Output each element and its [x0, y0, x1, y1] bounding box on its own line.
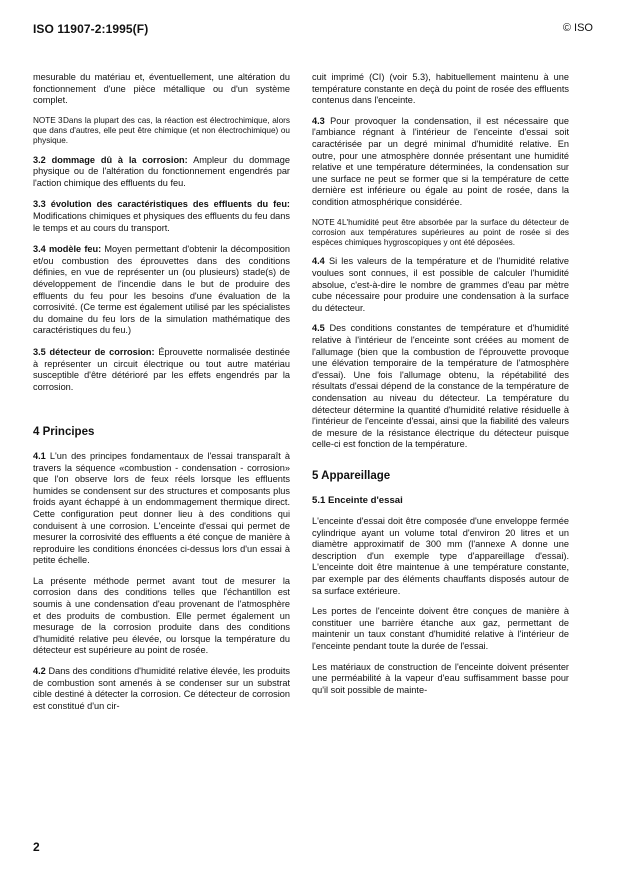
note-label: NOTE 3 — [33, 115, 63, 125]
definition-term: détecteur de corrosion: — [49, 346, 155, 357]
paragraph-4-3 — [312, 116, 569, 209]
paragraph-number: 4.4 — [312, 256, 325, 267]
paragraph-text: Pour provoquer la condensation, il est nécessaire que l'ambiance régnant à l'intérieur de l'enceinte d'essai soit caractérisée par un degré minimal d'humidité relative. En outre, pour une atmosphère donnée présentant une humidité relative et une température déterminées, la condensation sur une surface ne peut se former que si la température de cette dernière est inférieure ou égale au point de rosée, dans la condition atmosphérique considérée. — [312, 115, 569, 207]
paragraph-4-5 — [312, 323, 569, 451]
definition-text: Modifications chimiques et physiques des effluents du feu dans le temps et au cours du transport. — [33, 211, 290, 233]
definition-number: 3.3 — [33, 199, 46, 210]
paragraph-5-1-a: L'enceinte d'essai doit être composée d'une enveloppe fermée cylindrique ayant un volume total d'environ 20 litres et un diamètre approximatif de 300 mm (l'annexe A donne une description d'un exemple type d'appareillage d'essai). L'enceinte doit être maintenue à une température constante, par exemple par des éléments chauffants disposés autour de sa surface extérieure. — [312, 516, 569, 596]
paragraph-text: L'un des principes fondamentaux de l'essai transparaît à travers la séquence «combustion - condensation - corrosion» que l'on observe lors de feux réels lorsque les effluents humides se condensent sur des structures et composants plus froids ayant échappé à un endommagement thermique direct. Cette configuration peut donner lieu à des conditions qui conduisent à une corrosion. L'enceinte d'essai qui permet de mesurer la corrosivité des effluents a été conçue de manière à reproduire les conditions énoncées ci-dessus lors d'un essai à petite échelle. — [33, 450, 290, 566]
note-label: NOTE 4 — [312, 217, 342, 227]
paragraph-4-1-continued: La présente méthode permet avant tout de mesurer la corrosion dans des conditions telles que l'échantillon est soumis à une condensation d'eau provenant de l'atmosphère et des produits de combustion. Elle permet également un mesurage de la corrosion produite dans des conditions d'humidité relative peu élevée, ou lorsque la température du détecteur est supérieure au point de rosée. — [33, 575, 290, 656]
paragraph-4-4 — [312, 256, 569, 314]
definition-term: dommage dû à la corrosion: — [51, 154, 188, 165]
left-column — [33, 72, 290, 721]
paragraph-4-2 — [33, 666, 290, 712]
paragraph-5-1-b: Les portes de l'enceinte doivent être conçues de manière à constituer une barrière étanche aux gaz, permettant de maintenir un taux constant d'humidité relative à l'intérieur de l'enceinte pendant toute la durée de l'essai. — [312, 606, 569, 652]
paragraph-number: 4.5 — [312, 323, 325, 334]
note-4 — [312, 218, 569, 249]
right-column — [312, 72, 569, 705]
page-number: 2 — [33, 840, 40, 854]
copyright-mark: © ISO — [562, 22, 593, 34]
standard-reference: ISO 11907-2:1995(F) — [33, 22, 149, 36]
definition-term: modèle feu: — [48, 244, 102, 255]
definition-number: 3.5 — [33, 346, 46, 357]
paragraph-text: Si les valeurs de la température et de l'humidité relative voulues sont connues, il est possible de calculer l'humidité absolue, c'est-à-dire le nombre de grammes d'eau par mètre cube nécessaire pour produire une condensation à la surface du détecteur. — [312, 256, 569, 313]
note-3 — [33, 116, 290, 147]
subsection-5-1-heading: 5.1 Enceinte d'essai — [312, 494, 403, 506]
definition-3-3 — [33, 199, 290, 234]
definition-number: 3.4 — [33, 244, 46, 255]
paragraph-number: 4.2 — [33, 666, 46, 677]
definition-3-5 — [33, 347, 290, 393]
definition-text: Moyen permettant d'obtenir la décomposition et/ou combustion des éprouvettes dans des conditions définies, en vue de représenter un (ou plusieurs) stade(s) de développement de l'incendie dans le but de produire des effluents du feu pour les besoins d'une évaluation de la corrosivité. (Ce terme est également utilisé par les spécialistes du domaine du feu lors de la simulation mathématique des caractéristiques du feu.) — [33, 244, 290, 336]
continuation-text: cuit imprimé (CI) (voir 5.3), habituellement maintenu à une température constante en deçà du point de rosée des effluents contenus dans l'enceinte. — [312, 72, 569, 106]
continuation-text: mesurable du matériau et, éventuellement, une altération du fonctionnement d'une pièce métallique ou d'un système complet. — [33, 72, 290, 106]
definition-text: Éprouvette normalisée destinée à représenter un circuit électrique ou tout autre matériau susceptible d'être détérioré par les effets engendrés par la corrosion. — [33, 346, 290, 392]
paragraph-4-1 — [33, 451, 290, 567]
paragraph-number: 4.3 — [312, 115, 325, 126]
section-4-heading: 4 Principes — [33, 426, 95, 439]
paragraph-5-1-c: Les matériaux de construction de l'enceinte doivent présenter une perméabilité à la vapeur d'eau suffisamment basse pour qu'il soit possible de mainte- — [312, 661, 569, 695]
note-text: Dans la plupart des cas, la réaction est électrochimique, alors que dans d'autres, elle peut être chimique (et non électrochimique) ou physique. — [33, 115, 290, 146]
definition-3-4 — [33, 244, 290, 337]
definition-3-2 — [33, 155, 290, 190]
definition-number: 3.2 — [33, 154, 46, 165]
note-text: L'humidité peut être absorbée par la surface du détecteur de corrosion aux températures supérieures au point de rosée si des espèces chimiques hygroscopiques y ont été déposées. — [312, 217, 569, 248]
paragraph-text: Des conditions constantes de température et d'humidité relative à l'intérieur de l'enceinte sont créées au moment de l'allumage (bien que la combustion de l'éprouvette provoque une élévation temporaire de la température de l'atmosphère d'essai). Une fois l'allumage obtenu, la répétabilité des résultats d'essai dépend de la constance de la température de condensation au niveau du détecteur. La température du détecteur détermine la quantité d'humidité relative résiduelle à l'intérieur de l'enceinte d'essai, ainsi que la fiabilité des valeurs de mesure de la résistance électrique du détecteur puisque celle-ci est fonction de la température. — [312, 323, 569, 450]
section-5-heading: 5 Appareillage — [312, 469, 391, 482]
paragraph-text: Dans des conditions d'humidité relative élevée, les produits de combustion sont amenés à se condenser sur un substrat cible destiné à détecter la corrosion. Ce détecteur de corrosion est constitué d'un cir- — [33, 666, 290, 711]
paragraph-number: 4.1 — [33, 450, 46, 461]
definition-text: Ampleur du dommage physique ou de l'altération du fonctionnement engendrés par l'action chimique des effluents du feu. — [33, 154, 290, 188]
definition-term: évolution des caractéristiques des effluents du feu: — [50, 199, 290, 210]
